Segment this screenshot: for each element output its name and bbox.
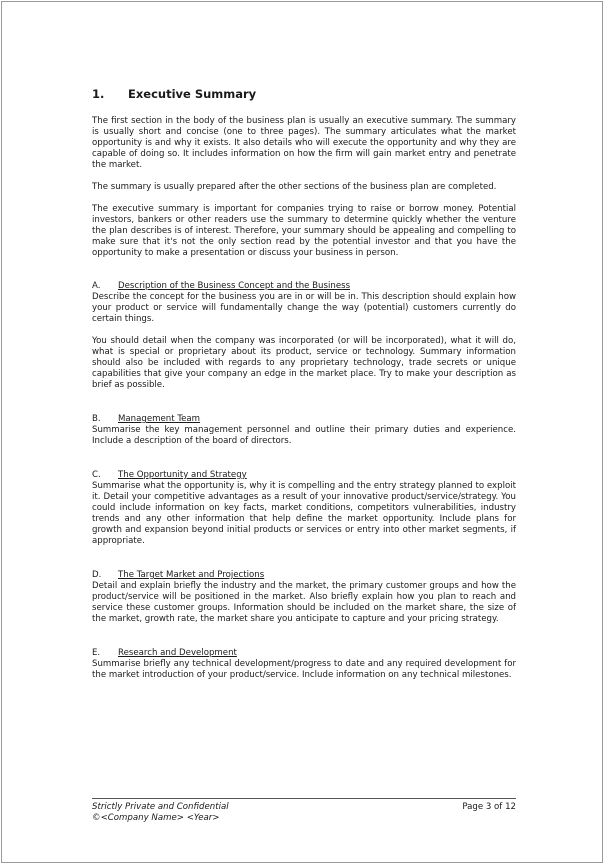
- subsection-heading-c: [92, 470, 516, 481]
- subsection-heading-b: [92, 414, 516, 425]
- subsection-letter: E.: [92, 648, 101, 658]
- subsection-paragraph: Summarise what the opportunity is, why it is compelling and the entry strategy planned to exploit it. Detail your competitive advantages as a result of your innovative product/service/strategy. You could include information on key facts, market conditions, competitors vulnerabilities, industry trends and any other information that help define the market opportunity. Include plans for growth and expansion beyond initial products or services or entry into other market segments, if appropriate.: [92, 481, 516, 546]
- subsection-letter: D.: [92, 570, 102, 580]
- subsection-heading-d: [92, 570, 516, 581]
- subsection-paragraph: You should detail when the company was incorporated (or will be incorporated), what it will do, what is special or proprietary about its product, service or technology. Summary information should also be included with regards to any proprietary technology, trade secrets or unique capabilities that give your company an edge in the market place. Try to make your description as brief as possible.: [92, 336, 516, 390]
- subsection-paragraph: Describe the concept for the business you are in or will be in. This description should explain how your product or service will fundamentally change the way (potential) customers currently do certain things.: [92, 292, 516, 324]
- confidential-notice: Strictly Private and Confidential: [92, 802, 229, 812]
- intro-paragraph: The first section in the body of the business plan is usually an executive summary. The summary is usually short and concise (one to three pages). The summary articulates what the market opportunity is and why it exists. It also details who will execute the opportunity and why they are capable of doing so. It includes information on how the firm will gain market entry and penetrate the market.: [92, 116, 516, 170]
- subsection-heading-a: [92, 281, 516, 292]
- subsection-paragraph: Detail and explain briefly the industry and the market, the primary customer groups and how the product/service will be positioned in the market. Also briefly explain how you plan to reach and service these customer groups. Information should be included on the market share, the size of the market, growth rate, the market share you anticipate to capture and your pricing strategy.: [92, 581, 516, 624]
- subsection-letter: B.: [92, 414, 101, 424]
- subsection-paragraph: Summarise the key management personnel and outline their primary duties and experience. Include a description of the board of directors.: [92, 425, 516, 446]
- subsection-title: Management Team: [118, 414, 201, 424]
- subsection-letter: A.: [92, 281, 101, 291]
- intro-paragraph: The executive summary is important for companies trying to raise or borrow money. Potential investors, bankers or other readers use the summary to determine quickly whether the venture the plan describes is of interest. Therefore, your summary should be appealing and compelling to make sure that it's not the only section read by the potential investor and that you have the opportunity to make a presentation or discuss your business in person.: [92, 204, 516, 258]
- heading-title: Executive Summary: [128, 87, 257, 101]
- subsection-title: Description of the Business Concept and the Business: [118, 281, 351, 291]
- subsection-title: The Opportunity and Strategy: [118, 470, 247, 480]
- page-footer: [92, 798, 516, 824]
- copyright-notice: ©<Company Name> <Year>: [92, 813, 220, 823]
- subsection-title: The Target Market and Projections: [118, 570, 265, 580]
- subsection-title: Research and Development: [118, 648, 237, 658]
- subsection-paragraph: Summarise briefly any technical development/progress to date and any required development for the market introduction of your product/service. Include information on any technical milestones.: [92, 659, 516, 680]
- heading-number: 1.: [92, 87, 105, 101]
- section-heading: [92, 86, 516, 102]
- document-body: [92, 86, 516, 692]
- subsection-heading-e: [92, 648, 516, 659]
- intro-paragraph: The summary is usually prepared after the other sections of the business plan are completed.: [92, 182, 497, 192]
- subsection-letter: C.: [92, 470, 101, 480]
- page-number: Page 3 of 12: [462, 802, 516, 812]
